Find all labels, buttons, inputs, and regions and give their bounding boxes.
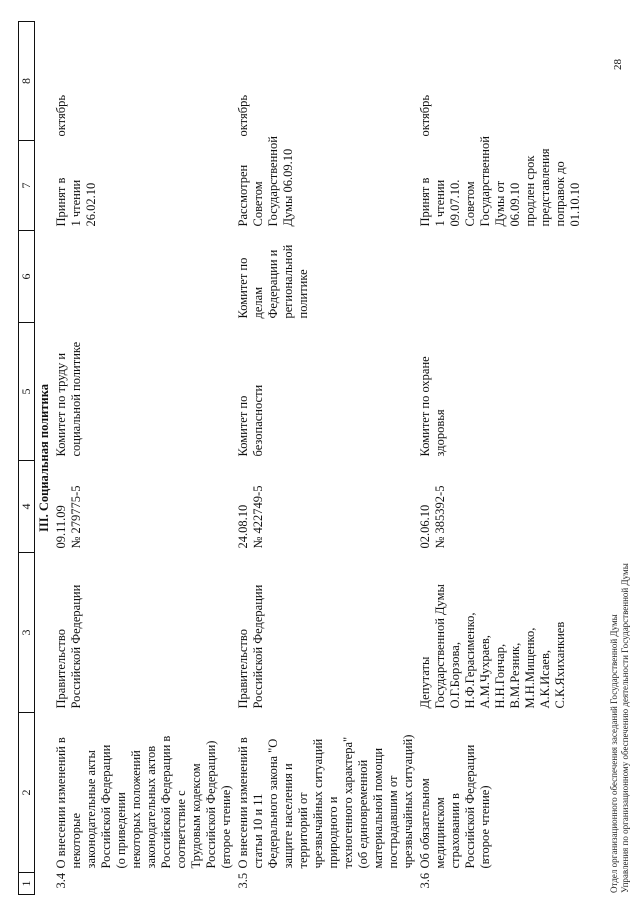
row-number: 3.4: [54, 872, 68, 889]
bill-initiator: Депутаты Государственной Думы О.Г.Борзова, Н.Ф.Герасименко, А.М.Чухраев, Н.Н.Гончар, В.М.Резник, М.Н.Мищенко, А.К.Исаев, С.К.Яхиханкиев: [418, 584, 567, 709]
responsible-committee: Комитет по труду и социальной политике: [54, 341, 83, 457]
section-title: III. Социальная политика: [37, 384, 51, 532]
bill-status: Принят в 1 чтении 09.07.10. Советом Государственной Думы от 06.09.10 продлен срок представления поправок до 01.10.10: [418, 136, 582, 227]
footer-line: Управления по организационному обеспечению деятельности Государственной Думы: [619, 563, 630, 893]
bill-deadline: октябрь: [236, 94, 250, 137]
bill-registration: 02.06.10 № 385392-5: [418, 485, 447, 549]
row-number: 3.5: [236, 872, 250, 889]
footer: [609, 563, 630, 893]
bill-title: О внесении изменений в некоторые законодательные акты Российской Федерации (о приведении некоторых положений законодательных актов Российской Федерации в соответствие с Трудовым кодексом Российской Федерации) (второе чтение): [54, 735, 233, 869]
responsible-committee: Комитет по безопасности: [236, 384, 265, 457]
column-header: 1: [19, 873, 35, 895]
bill-status: Принят в 1 чтении 26.02.10: [54, 177, 98, 227]
column-header: 7: [19, 141, 35, 231]
column-header: 5: [19, 323, 35, 461]
table-row: [417, 22, 584, 895]
bill-deadline: октябрь: [418, 94, 432, 137]
bill-status: Рассмотрен Советом Государственной Думы 06.09.10: [236, 136, 295, 227]
column-header: 8: [19, 22, 35, 141]
co-committee: Комитет по делам Федерации и региональной политике: [236, 244, 310, 319]
column-header: 3: [19, 553, 35, 713]
section-row: [35, 22, 54, 895]
bill-registration: 24.08.10 № 422749-5: [236, 485, 265, 549]
row-number: 3.6: [418, 872, 432, 889]
column-header: 4: [19, 461, 35, 553]
header-row: [19, 22, 35, 895]
bill-deadline: октябрь: [54, 94, 68, 137]
responsible-committee: Комитет по охране здоровья: [418, 356, 447, 457]
co-committee: [53, 231, 235, 323]
table-row: [235, 22, 417, 895]
bill-initiator: Правительство Российской Федерации: [236, 584, 265, 709]
bill-title: О внесении изменений в статьи 10 и 11 Федерального закона "О защите населения и территорий от чрезвычайных ситуаций природного и техногенного характера" (об единовременной материальной помощи пострадавшим от чрезвычайных ситуаций): [236, 734, 415, 869]
table-row: [53, 22, 235, 895]
column-header: 6: [19, 231, 35, 323]
bill-initiator: Правительство Российской Федерации: [54, 584, 83, 709]
bill-title: Об обязательном медицинском страховании в Российской Федерации (второе чтение): [418, 744, 492, 869]
column-header: 2: [19, 713, 35, 873]
bill-table: [18, 21, 584, 895]
page-number: 28: [612, 59, 624, 70]
bill-registration: 09.11.09 № 279775-5: [54, 485, 83, 549]
co-committee: [417, 231, 584, 323]
footer-line: Отдел организационного обеспечения заседаний Государственной Думы: [609, 614, 619, 893]
